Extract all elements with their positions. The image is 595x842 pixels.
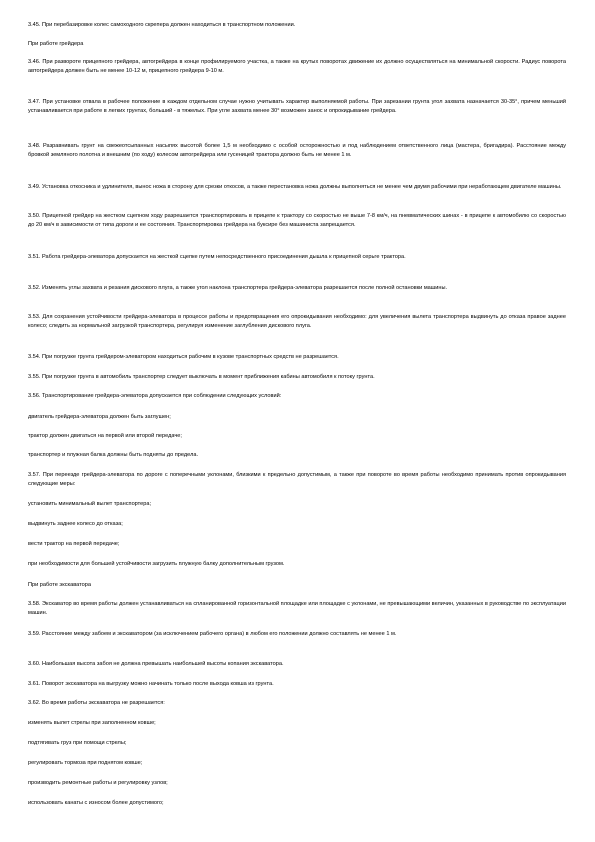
paragraph-3-56: 3.56. Транспортирование грейдера-элеватора допускается при соблюдении следующих условий: xyxy=(28,393,282,399)
paragraph-3-62: 3.62. Во время работы экскаватора не разрешается: xyxy=(28,700,165,706)
paragraph-3-54: 3.54. При погрузке грунта грейдером-элеватором находиться рабочим в кузове транспортных средств не разрешается. xyxy=(28,354,339,360)
list-item-boom-reach: изменять вылет стрелы при заполненном ковше; xyxy=(28,720,156,726)
list-item-rear-wheel: выдвинуть заднее колесо до отказа; xyxy=(28,521,123,527)
section-heading-grader: При работе грейдера xyxy=(28,41,84,47)
paragraph-3-49: 3.49. Установка откосника и удлинителя, вынос ножа в сторону для срезки откосов, а также перестановка ножа должны выполняться не менее чем двумя рабочими при неработающем двигателе машины. xyxy=(28,184,562,190)
paragraph-3-50: 3.50. Прицепной грейдер на жестком сцепном ходу разрешается транспортировать в прицепе к трактору со скоростью не выше 7-8 км/ч, на пневматических шинах - в прицепе к автомобилю со скоростью до 20 км/ч в зависимости от типа дороги и ее состояния. Транспортировка грейдера на буксире без машиниста запрещается. xyxy=(28,213,566,228)
paragraph-3-55: 3.55. При погрузке грунта в автомобиль транспортер следует выключать в момент приближения кабины автомобиля к потоку грунта. xyxy=(28,374,375,380)
list-item-min-reach: установить минимальный вылет транспортера; xyxy=(28,501,152,507)
list-item-brakes: регулировать тормоза при поднятом ковше; xyxy=(28,760,143,766)
list-item-tractor-gear: трактор должен двигаться на первой или второй передаче; xyxy=(28,433,182,439)
list-item-first-gear: вести трактор на первой передаче; xyxy=(28,541,120,547)
list-item-conveyor-raised: транспортер и плужная балка должны быть подняты до предела. xyxy=(28,452,199,458)
list-item-repairs: производить ремонтные работы и регулировку узлов; xyxy=(28,780,168,786)
paragraph-3-59: 3.59. Расстояние между забоем и экскаватором (за исключением рабочего органа) в любом его положении должно составлять не менее 1 м. xyxy=(28,631,397,637)
list-item-worn-ropes: использовать канаты с износом более допустимого; xyxy=(28,800,164,806)
paragraph-3-45: 3.45. При перебазировке колес самоходного скрепера должен находиться в транспортном положении. xyxy=(28,22,296,28)
paragraph-3-52: 3.52. Изменять углы захвата и резания дискового плуга, а также угол наклона транспортера грейдера-элеватора разрешается после полной остановки машины. xyxy=(28,285,448,291)
paragraph-3-51: 3.51. Работа грейдера-элеватора допускается на жесткой сцепке путем непосредственного присоединения дышла к прицепной серьге трактора. xyxy=(28,254,406,260)
paragraph-3-57: 3.57. При переезде грейдера-элеватора по дороге с поперечными уклонами, близкими к предельно допустимым, а также при повороте во время работы необходимо принимать против опрокидывания следующие меры: xyxy=(28,472,566,487)
paragraph-3-61: 3.61. Поворот экскаватора на выгрузку можно начинать только после выхода ковша из грунта. xyxy=(28,681,274,687)
section-heading-excavator: При работе экскаватора xyxy=(28,582,91,588)
paragraph-3-46: 3.46. При развороте прицепного грейдера, автогрейдера в конце профилируемого участка, а также на крутых поворотах движение их должно осуществляться на минимальной скорости. Радиус поворота автогрейдера должен быть не менее 10-12 м, прицепного грейдера 9-10 м. xyxy=(28,59,566,74)
paragraph-3-58: 3.58. Экскаватор во время работы должен устанавливаться на спланированной горизонтальной площадке или площадке с уклонами, не превышающими величин, указанных в руководстве по эксплуатации машин. xyxy=(28,601,566,616)
paragraph-3-48: 3.48. Разравнивать грунт на свежеотсыпанных насыпях высотой более 1,5 м необходимо с особой осторожностью и под наблюдением ответственного лица (мастера, бригадира). Расстояние между бровкой земляного полотна и внешним (по ходу) колесом автогрейдера или гусеницей трактора должно быть не менее 1 м. xyxy=(28,143,566,158)
list-item-pull-load: подтягивать груз при помощи стрелы; xyxy=(28,740,127,746)
list-item-extra-load: при необходимости для большей устойчивости загрузить плужную балку дополнительным грузом. xyxy=(28,561,285,567)
list-item-engine-off: двигатель грейдера-элеватора должен быть заглушен; xyxy=(28,414,171,420)
paragraph-3-60: 3.60. Наибольшая высота забоя не должна превышать наибольшей высоты копания экскаватора. xyxy=(28,661,284,667)
paragraph-3-47: 3.47. При установке отвала в рабочее положение в каждом отдельном случае нужно учитывать характер выполняемой работы. При зарезании грунта угол захвата назначается 30-35°, причем меньший устанавливается при работе в легких грунтах, больший - в тяжелых. При угле захвата менее 30° возможен занос и опрокидывание грейдера. xyxy=(28,99,566,114)
paragraph-3-53: 3.53. Для сохранения устойчивости грейдера-элеватора в процессе работы и предотвращения его опрокидывания необходимо: для увеличения вылета транспортера выдвинуть до отказа правое заднее колесо; следить за нормальной загрузкой транспортера, регулируя изменение заглубления дискового плуга. xyxy=(28,314,566,329)
